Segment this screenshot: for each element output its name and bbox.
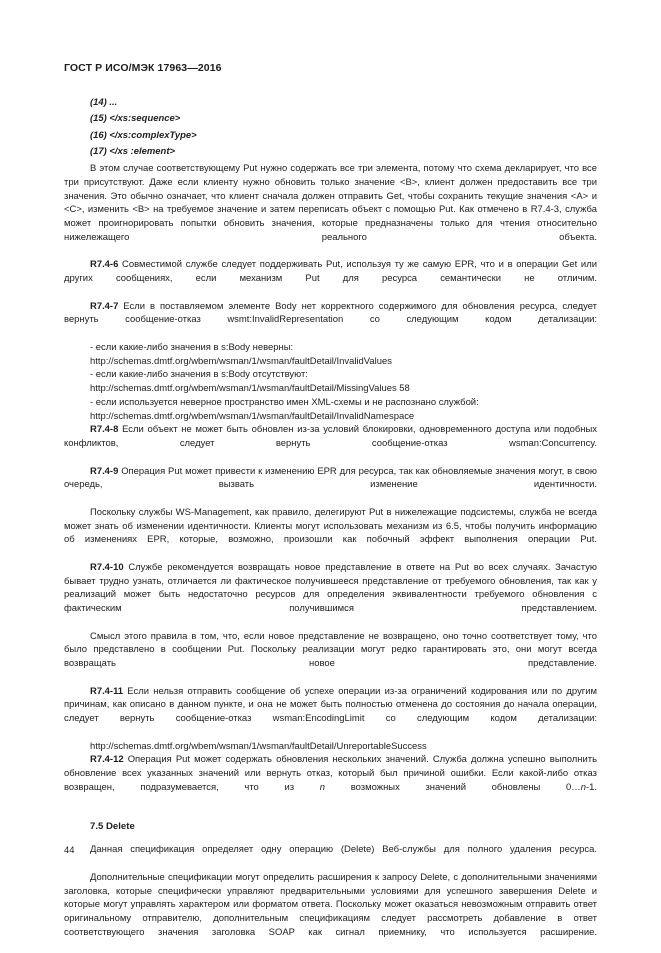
requirement-text: Операция Put может содержать обновления нескольких значений. Служба должна успешно выполнить обновление всех указанных значений или вернуть отказ, который был причиной ошибки. Если какой-либо отказ возвращен, подразумевается, что из — [64, 754, 597, 793]
fault-detail-uri: http://schemas.dmtf.org/wbem/wsman/1/wsman/faultDetail/InvalidNamespace — [90, 410, 415, 422]
requirement-text: возможных значений обновлены 0… — [325, 781, 581, 793]
paragraph-ws-management: Поскольку службы WS-Management, как правило, делегируют Put в нижележащие подсистемы, служба не всегда может знать об изменении идентичности. Клиенты могут использовать механизм из 6.5, чтобы получить информацию об изменениях EPR, которые, возможно, произошли как побочный эффект выполнения операции Put. — [64, 506, 597, 546]
code-line: (17) </xs :element> — [90, 145, 175, 157]
paragraph-schema: В этом случае соответствующему Put нужно содержать все три элемента, потому что схема декларирует, что все три присутствуют. Даже если клиенту нужно обновить только значение <B>, клиент должен предоставить все три значения. Это обычно означает, что клиент сначала должен отправить Get, чтобы сохранить текущие значения <A> и <C>, изменить <B> на требуемое значение и затем переписать объект с помощью Put. Как отмечено в R7.4-3, служба может проигнорировать попытки обновить значения, которые предназначены только для чтения относительно нижележащего реального объекта. — [64, 163, 597, 243]
list-item: - если какие-либо значения в s:Body отсутствуют: — [90, 369, 308, 381]
fault-detail-uri: http://schemas.dmtf.org/wbem/wsman/1/wsman/faultDetail/InvalidValues — [90, 355, 392, 367]
code-line: (14) ... — [90, 97, 118, 108]
requirement-text: Службе рекомендуется возвращать новое представление в ответе на Put во всех случаях. Зачастую бывает трудно узнать, отличается ли фактическое получившееся представление от требуемого обновления, так как у реализаций может быть недостаточно ресурсов для определения эквивалентности требуемого обновления с фактическим получившимся представлением. — [64, 561, 597, 615]
list-item: - если какие-либо значения в s:Body неверны: — [90, 341, 294, 353]
fault-detail-uri: http://schemas.dmtf.org/wbem/wsman/1/wsman/faultDetail/UnreportableSuccess — [90, 740, 427, 752]
requirement-r7-4-8 — [64, 423, 597, 464]
code-line: (15) </xs:sequence> — [90, 113, 181, 125]
code-line: (16) </xs:complexType> — [90, 129, 197, 141]
variable-n: n — [580, 781, 586, 793]
requirement-text: -1. — [585, 781, 597, 793]
paragraph-delete-extensions: Дополнительные спецификации могут определить расширения к запросу Delete, с дополнительными значениями заголовка, которые специфически управляют предварительными условиями для успешного завершения Delete и которые могут управлять характером или форматом ответа. Поскольку может оказаться невозможным отправить ответ оригинальному отправителю, дополнительным спецификациям следует рассмотреть добавление в ответ соответствующего значения заголовка SOAP как сигнал приемнику, что используется расширение. — [64, 871, 597, 938]
requirement-r7-4-12 — [64, 753, 597, 808]
requirement-text: Если объект не может быть обновлен из-за условий блокировки, одновременного доступа или подобных конфликтов, следует вернуть сообщение-отказ wsman:Concurrency. — [64, 424, 597, 450]
requirement-label: R7.4-6 — [90, 259, 119, 271]
requirement-label: R7.4-7 — [90, 300, 119, 312]
requirement-r7-4-9 — [64, 465, 597, 506]
requirement-r7-4-6 — [64, 258, 597, 299]
list-item: - если используется неверное пространство имен XML-схемы и не распознано службой: — [90, 396, 479, 408]
document-header: ГОСТ Р ИСО/МЭК 17963—2016 — [64, 62, 222, 74]
requirement-text: Совместимой службе следует поддерживать Put, используя ту же самую EPR, что и в операции Get или других сообщениях, если механизм Put для ресурса семантически не отличим. — [64, 259, 597, 285]
paragraph-delete-intro: Данная спецификация определяет одну операцию (Delete) Веб-службы для полного удаления ресурса. — [90, 844, 597, 856]
requirement-label: R7.4-10 — [90, 561, 124, 573]
requirement-r7-4-7 — [64, 300, 597, 341]
requirement-text: Операция Put может привести к изменению EPR для ресурса, так как обновляемые значения могут, в свою очередь, вызвать изменение идентичности. — [64, 465, 597, 491]
variable-n: n — [319, 781, 326, 793]
requirement-label: R7.4-11 — [90, 685, 124, 697]
requirement-r7-4-10 — [64, 561, 597, 630]
page-number: 44 — [64, 845, 75, 856]
page-content — [64, 95, 597, 953]
requirement-text: Если нельзя отправить сообщение об успехе операции из-за ограничений кодирования или по другим причинам, как описано в данном пункте, и она не может быть полностью отменена до состояния до начала операции, следует вернуть сообщение-отказ wsman:EncodingLimit со следующим кодом детализации: — [64, 685, 597, 725]
paragraph-rule-sense: Смысл этого правила в том, что, если новое представление не возвращено, оно точно соответствует тому, что было представлено в сообщении Put. Поскольку реализации могут редко гарантировать это, они могут всегда возвращать новое представление. — [64, 630, 597, 670]
code-listing — [90, 95, 597, 160]
requirement-label: R7.4-9 — [90, 465, 119, 477]
requirement-r7-4-11 — [64, 685, 597, 740]
section-heading: 7.5 Delete — [90, 821, 135, 833]
fault-detail-uri: http://schemas.dmtf.org/wbem/wsman/1/wsman/faultDetail/MissingValues 58 — [90, 383, 410, 395]
requirement-label: R7.4-12 — [90, 754, 124, 766]
requirement-text: Если в поставляемом элементе Body нет корректного содержимого для обновления ресурса, следует вернуть сообщение-отказ wsmt:InvalidRepresentation со следующим кодом детализации: — [64, 300, 597, 326]
requirement-label: R7.4-8 — [90, 424, 119, 436]
